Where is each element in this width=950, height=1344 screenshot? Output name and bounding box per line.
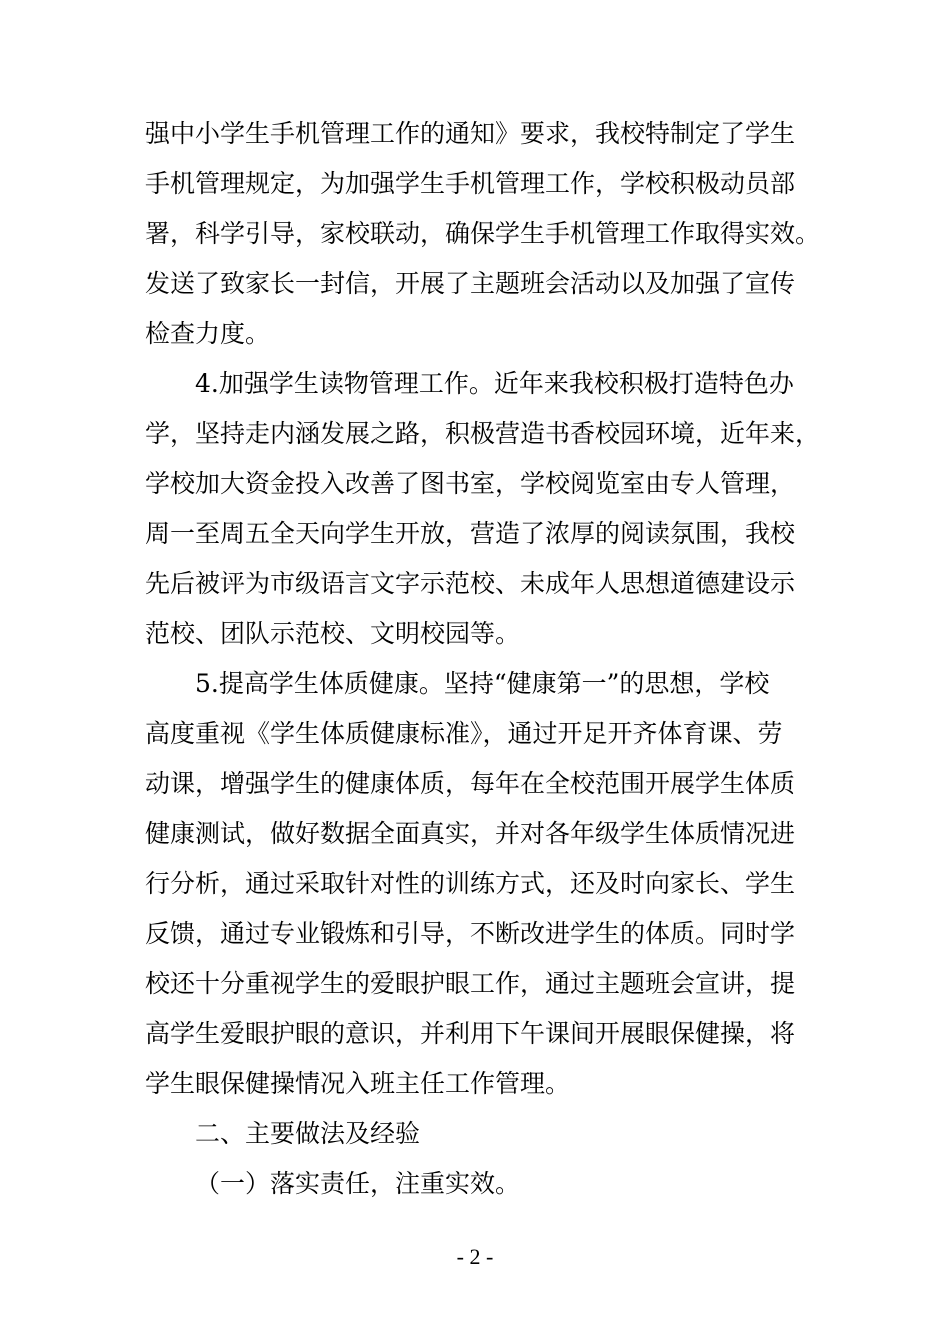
- paragraph-line: 手机管理规定，为加强学生手机管理工作，学校积极动员部: [145, 169, 796, 198]
- paragraph-line: 动课，增强学生的健康体质，每年在全校范围开展学生体质: [145, 769, 796, 798]
- paragraph-line: 发送了致家长一封信，开展了主题班会活动以及加强了宣传: [145, 269, 796, 298]
- paragraph-line: 健康测试，做好数据全面真实，并对各年级学生体质情况进: [145, 819, 796, 848]
- paragraph-line: 学，坚持走内涵发展之路，积极营造书香校园环境，近年来，: [145, 419, 821, 448]
- subsection-heading: （一）落实责任，注重实效。: [195, 1169, 521, 1198]
- paragraph-line: 学校加大资金投入改善了图书室，学校阅览室由专人管理，: [145, 469, 796, 498]
- paragraph-line: 学生眼保健操情况入班主任工作管理。: [145, 1069, 571, 1098]
- paragraph-line: 校还十分重视学生的爱眼护眼工作，通过主题班会宣讲，提: [145, 969, 796, 998]
- paragraph-line: 强中小学生手机管理工作的通知》要求，我校特制定了学生: [145, 119, 796, 148]
- paragraph-line: 高度重视《学生体质健康标准》，通过开足开齐体育课、劳: [145, 719, 783, 748]
- paragraph-line: 行分析，通过采取针对性的训练方式，还及时向家长、学生: [145, 869, 796, 898]
- section-heading: 二、主要做法及经验: [195, 1119, 421, 1148]
- page-number: - 2 -: [456, 1244, 494, 1269]
- paragraph-line: 先后被评为市级语言文字示范校、未成年人思想道德建设示: [145, 569, 796, 598]
- paragraph-line: 范校、团队示范校、文明校园等。: [145, 619, 521, 648]
- paragraph-line: 周一至周五全天向学生开放，营造了浓厚的阅读氛围，我校: [145, 519, 796, 548]
- paragraph-line: 反馈，通过专业锻炼和引导，不断改进学生的体质。同时学: [145, 919, 796, 948]
- paragraph-line: 5.提高学生体质健康。坚持“健康第一”的思想，学校: [195, 669, 770, 698]
- paragraph-line: 检查力度。: [145, 319, 271, 348]
- paragraph-line: 高学生爱眼护眼的意识，并利用下午课间开展眼保健操，将: [145, 1019, 796, 1048]
- paragraph-line: 4.加强学生读物管理工作。近年来我校积极打造特色办: [195, 369, 794, 398]
- paragraph-line: 署，科学引导，家校联动，确保学生手机管理工作取得实效。: [145, 219, 821, 248]
